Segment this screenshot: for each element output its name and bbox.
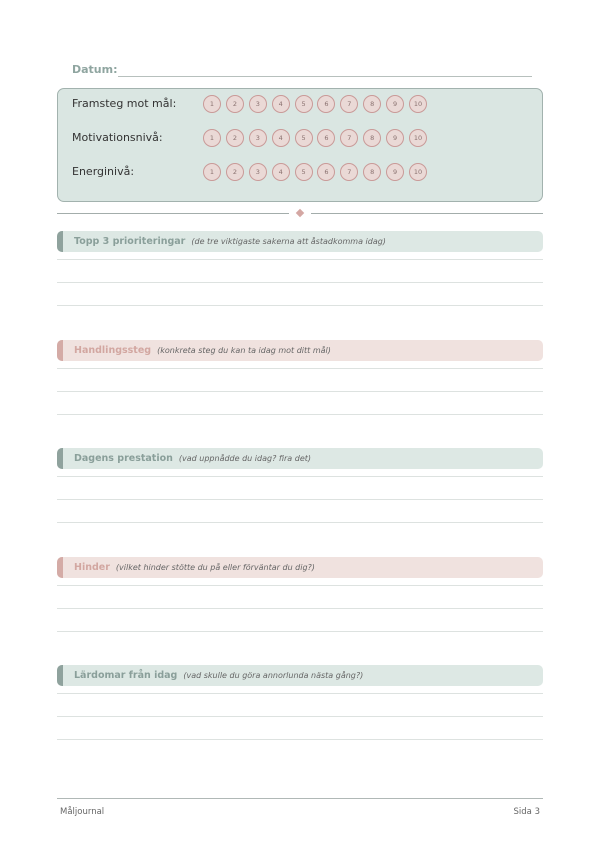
rating-circle[interactable]: 4 [272,95,290,113]
rating-circle[interactable]: 10 [409,163,427,181]
section-header [57,557,543,578]
divider-line-right [311,213,543,214]
section-accent-bar [57,340,63,361]
footer-divider [57,798,543,799]
section-hint: (vad uppnådde du idag? fira det) [178,454,312,463]
rating-circle[interactable]: 5 [295,163,313,181]
diamond-ornament-icon [296,209,304,217]
writing-line[interactable] [57,476,543,477]
rating-circle[interactable]: 7 [340,129,358,147]
rating-scale [203,163,427,181]
rating-circle[interactable]: 7 [340,95,358,113]
divider-line-left [57,213,289,214]
section-title: Dagens prestation [74,453,173,464]
rating-row-progress [58,95,542,115]
writing-line[interactable] [57,282,543,283]
writing-line[interactable] [57,391,543,392]
rating-circle[interactable]: 6 [317,129,335,147]
rating-circle[interactable]: 10 [409,129,427,147]
writing-line[interactable] [57,259,543,260]
rating-circle[interactable]: 5 [295,95,313,113]
rating-circle[interactable]: 3 [249,129,267,147]
writing-line[interactable] [57,414,543,415]
rating-circle[interactable]: 9 [386,163,404,181]
rating-scale [203,95,427,113]
footer-page-number: Sida 3 [513,807,540,817]
section-lessons [57,665,543,686]
section-accent-bar [57,231,63,252]
section-hint: (konkreta steg du kan ta idag mot ditt mål) [157,346,331,355]
section-hint: (de tre viktigaste sakerna att åstadkomma idag) [191,237,386,246]
date-input-line[interactable] [118,76,532,77]
date-row [72,62,532,80]
section-title: Hinder [74,562,110,573]
section-title: Lärdomar från idag [74,670,178,681]
section-header [57,448,543,469]
rating-circle[interactable]: 6 [317,95,335,113]
section-accent-bar [57,448,63,469]
section-accent-bar [57,557,63,578]
section-title: Handlingssteg [74,345,152,356]
writing-line[interactable] [57,368,543,369]
rating-label: Framsteg mot mål: [72,97,177,110]
section-header [57,665,543,686]
rating-panel [57,88,543,202]
writing-line[interactable] [57,716,543,717]
section-header [57,231,543,252]
rating-circle[interactable]: 7 [340,163,358,181]
rating-circle[interactable]: 4 [272,163,290,181]
rating-circle[interactable]: 2 [226,129,244,147]
writing-line[interactable] [57,305,543,306]
rating-row-motivation [58,129,542,149]
writing-line[interactable] [57,522,543,523]
section-achievement [57,448,543,469]
rating-circle[interactable]: 8 [363,129,381,147]
rating-circle[interactable]: 9 [386,129,404,147]
section-divider [57,208,543,220]
section-header [57,340,543,361]
rating-circle[interactable]: 8 [363,95,381,113]
rating-label: Motivationsnivå: [72,131,163,144]
rating-circle[interactable]: 3 [249,95,267,113]
writing-line[interactable] [57,585,543,586]
rating-circle[interactable]: 1 [203,95,221,113]
writing-line[interactable] [57,739,543,740]
writing-line[interactable] [57,499,543,500]
section-hint: (vilket hinder stötte du på eller förväntar du dig?) [115,563,315,572]
section-title: Topp 3 prioriteringar [74,236,186,247]
rating-circle[interactable]: 9 [386,95,404,113]
section-accent-bar [57,665,63,686]
rating-label: Energinivå: [72,165,135,178]
section-obstacles [57,557,543,578]
rating-circle[interactable]: 10 [409,95,427,113]
section-hint: (vad skulle du göra annorlunda nästa gång?) [183,671,364,680]
rating-circle[interactable]: 3 [249,163,267,181]
date-label: Datum: [72,63,118,76]
rating-circle[interactable]: 2 [226,163,244,181]
rating-row-energy [58,163,542,183]
rating-circle[interactable]: 2 [226,95,244,113]
writing-line[interactable] [57,608,543,609]
rating-circle[interactable]: 6 [317,163,335,181]
rating-circle[interactable]: 1 [203,163,221,181]
footer-journal-name: Måljournal [60,807,105,817]
rating-circle[interactable]: 8 [363,163,381,181]
section-priorities [57,231,543,252]
rating-scale [203,129,427,147]
rating-circle[interactable]: 1 [203,129,221,147]
writing-line[interactable] [57,631,543,632]
section-action-steps [57,340,543,361]
rating-circle[interactable]: 5 [295,129,313,147]
rating-circle[interactable]: 4 [272,129,290,147]
writing-line[interactable] [57,693,543,694]
